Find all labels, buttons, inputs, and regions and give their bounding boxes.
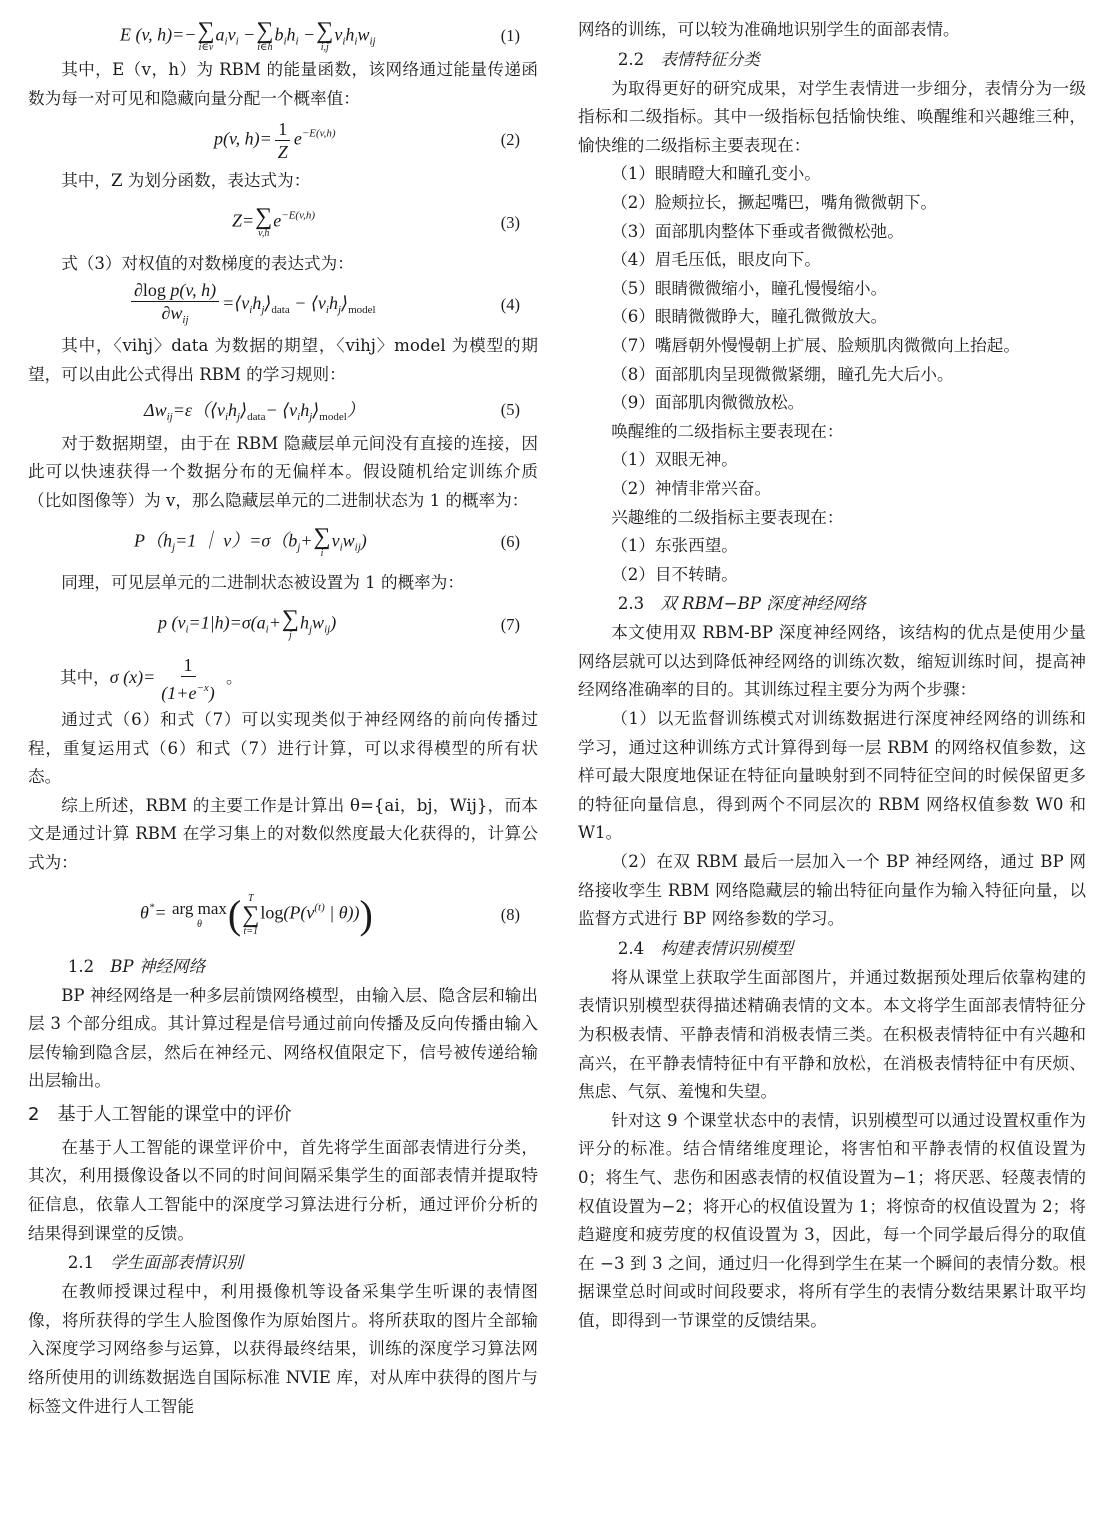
list-item: （1）眼睛瞪大和瞳孔变小。 <box>611 164 821 184</box>
list-item: （2）脸颊拉长，撅起嘴巴，嘴角微微朝下。 <box>611 192 938 212</box>
equation-number: (1) <box>500 26 520 45</box>
paragraph: （1）以无监督训练模式对训练数据进行深度神经网络的训练和学习，通过这种训练方式计算得到每一层 RBM 的网络权值参数，这样可最大限度地保证在特征向量映射到不同特征空间的时候保留更多的特征向量信息，得到两个不同层次的 RBM 网络权值参数 W0 和 W1。 <box>578 709 1086 843</box>
sigmoid-prefix: 其中， <box>60 668 110 688</box>
equation-number: (5) <box>500 399 520 419</box>
equation-4 <box>28 278 538 332</box>
paragraph: 对于数据期望，由于在 RBM 隐藏层单元间没有直接的连接，因此可以快速获得一个数据分布的无偏样本。假设随机给定训练介质（比如图像等）为 v，那么隐藏层单元的二进制状态为 1 的概率为： <box>28 433 538 510</box>
energy-function-formula: E (v, h)=− ∑ i∈v $a_iv_i$ − ∑ i∈h $b_ih_i$ − ∑ i,j $v_ih_iw_{ij}$ <box>120 17 376 53</box>
section-heading-1-2: 1.2 BP 神经网络 <box>67 956 206 976</box>
paragraph: 式（3）对权值的对数梯度的表达式为： <box>61 253 354 273</box>
sigmoid-suffix: 。 <box>226 668 243 688</box>
list-item: （2）目不转睛。 <box>611 564 738 584</box>
paragraph: 其中，Z 为划分函数，表达式为： <box>61 171 311 191</box>
paragraph: 为取得更好的研究成果，对学生表情进一步细分，表情分为一级指标和二级指标。其中一级指标包括愉快维、唤醒维和兴趣维三种，愉快维的二级指标主要表现在： <box>578 78 1086 155</box>
partition-function-formula: Z= ∑ v,h $e^{-E(v,h)}$ <box>232 204 316 240</box>
paragraph: BP 神经网络是一种多层前馈网络模型，由输入层、隐含层和输出层 3 个部分组成。其计算过程是信号通过前向传播及反向传播由输入层传输到隐含层，然后在神经元、网络权值限定下，信号被传递给输出层输出。 <box>28 985 538 1091</box>
equation-number: (2) <box>500 130 520 150</box>
paragraph: 同理，可见层单元的二进制状态被设置为 1 的概率为： <box>61 573 464 593</box>
pleasure-indicator-list <box>578 160 1086 417</box>
paragraph: 兴趣维的二级指标主要表现在： <box>611 507 844 527</box>
list-item: （5）眼睛微微缩小，瞳孔慢慢缩小。 <box>611 278 888 298</box>
left-column <box>28 16 538 1421</box>
section-heading-2-3: 2.3 双 RBM−BP 深度神经网络 <box>617 594 866 614</box>
equation-3 <box>28 196 538 250</box>
list-item: （6）眼睛微微睁大，瞳孔微微放大。 <box>611 307 888 327</box>
paragraph: （2）在双 RBM 最后一层加入一个 BP 神经网络，通过 BP 网络接收孪生 RBM 网络隐藏层的输出特征向量作为输入特征向量，以监督方式进行 BP 网络参数的学习。 <box>578 852 1086 929</box>
arousal-indicator-list <box>578 446 1086 503</box>
sigmoid-definition: 其中，σ (x)= $\frac{1}{(1+e^{-x})}$ 。 <box>60 654 243 703</box>
list-item: （8）面部肌肉呈现微微紧绷，瞳孔先大后小。 <box>611 364 954 384</box>
paragraph: 唤醒维的二级指标主要表现在： <box>611 421 844 441</box>
paragraph: 其中，E（v，h）为 RBM 的能量函数，该网络通过能量传递函数为每一对可见和隐藏向量分配一个概率值： <box>28 60 538 108</box>
section-heading-2: 2 基于人工智能的课堂中的评价 <box>28 1103 292 1125</box>
learning-rule-formula: $\Delta w_{ij}=\varepsilon(⟨v_ih_j⟩_{data}-$ $⟨v_ih_j⟩_{model}$） <box>144 400 365 424</box>
probability-formula: p(v, h)= $\frac{1}{Z}$ $e^{-E(v,h)}$ <box>214 118 336 162</box>
paragraph: 针对这 9 个课堂状态中的表情，识别模型可以通过设置权重作为评分的标准。结合情绪维度理论，将害怕和平静表情的权值设置为0；将生气、悲伤和困惑表情的权值设置为−1；将厌恶、轻蔑表情的权值设置为−2；将开心的权值设置为 1；将惊奇的权值设置为 2；将趋避度和疲劳度的权值设置为 3，因此，每一个同学最后得分的取值在 −3 到 3 之间，通过归一化得到学生在某一个瞬间的表情分数。根据课堂总时间或时间段要求，将所有学生的表情分数结果累计取平均值，即得到一节课堂的反馈结果。 <box>578 1110 1086 1330</box>
right-column <box>578 16 1086 1336</box>
equation-8 <box>28 878 538 952</box>
section-heading-2-4: 2.4 构建表情识别模型 <box>617 938 793 958</box>
paragraph: 网络的训练，可以较为准确地识别学生的面部表情。 <box>578 20 960 39</box>
equation-6 <box>28 515 538 569</box>
paragraph: 本文使用双 RBM-BP 深度神经网络，该结构的优点是使用少量网络层就可以达到降低神经网络的训练次数，缩短训练时间，提高神经网络准确率的目的。其训练过程主要分为两个步骤： <box>578 623 1086 700</box>
paragraph: 在教师授课过程中，利用摄像机等设备采集学生听课的表情图像，将所获得的学生人脸图像作为原始图片。将所获取的图片全部输入深度学习网络参与运算，以获得最终结果，训练的深度学习算法网络所使用的训练数据选自国际标准 NVIE 库，对从库中获得的图片与标签文件进行人工智能 <box>28 1282 538 1416</box>
equation-number: (7) <box>500 614 520 634</box>
equation-7 <box>28 598 538 652</box>
list-item: （2）神情非常兴奋。 <box>611 478 772 498</box>
equation-5 <box>28 390 538 430</box>
equation-number: (4) <box>500 295 520 315</box>
log-gradient-formula: $\frac{\text{∂log p(v, h)}}{\partial w_{ij}}$ $=⟨v_ih_j⟩_{data}$ − $⟨v_ih_j⟩_{model}$ <box>128 279 376 331</box>
equation-2 <box>28 113 538 167</box>
list-item: （3）面部肌肉整体下垂或者微微松弛。 <box>611 221 904 241</box>
equation-number: (3) <box>500 212 520 232</box>
max-likelihood-formula: θ*= arg max θ ( T ∑ t=1 $\log(P(v^{(t)}$ | θ))) <box>140 892 373 937</box>
list-item: （9）面部肌肉微微放松。 <box>611 393 805 413</box>
equation-1 <box>28 16 538 56</box>
equation-number: (6) <box>500 532 520 552</box>
list-item: （1）双眼无神。 <box>611 450 738 470</box>
list-item: （4）眉毛压低，眼皮向下。 <box>611 250 821 270</box>
list-item: （1）东张西望。 <box>611 536 738 556</box>
interest-indicator-list <box>578 532 1086 589</box>
section-heading-2-1: 2.1 学生面部表情识别 <box>67 1253 243 1273</box>
paragraph: 其中，〈vihj〉data 为数据的期望，〈vihj〉model 为模型的期望，可以由此公式得出 RBM 的学习规则： <box>28 336 538 384</box>
paragraph: 综上所述，RBM 的主要工作是计算出 θ={ai，bj，Wij}，而本文是通过计算 RBM 在学习集上的对数似然度最大化获得的，计算公式为： <box>28 795 538 872</box>
visible-probability-formula: p $(v_i=1|h)=\sigma(a_i+$ ∑ j $h_jw_{ij}$) <box>158 606 337 642</box>
paragraph: 在基于人工智能的课堂评价中，首先将学生面部表情进行分类，其次，利用摄像设备以不同的时间间隔采集学生的面部表情并提取特征信息，依靠人工智能中的深度学习算法进行分析，通过评价分析的结果得到课堂的反馈。 <box>28 1137 538 1243</box>
paragraph: 通过式（6）和式（7）可以实现类似于神经网络的前向传播过程，重复运用式（6）和式（7）进行计算，可以求得模型的所有状态。 <box>28 709 538 787</box>
hidden-probability-formula: $P(h_j=1$ ｜ $v)=\sigma(b_j+$ ∑ i $v_iw_{ij}$) <box>134 523 367 559</box>
paragraph: 将从课堂上获取学生面部图片，并通过数据预处理后依靠构建的表情识别模型获得描述精确表情的文本。本文将学生面部表情特征分为积极表情、平静表情和消极表情三类。在积极表情特征中有兴趣和高兴，在平静表情特征中有平静和放松，在消极表情特征中有厌烦、焦虑、气氛、羞愧和失望。 <box>578 967 1086 1102</box>
list-item: （7）嘴唇朝外慢慢朝上扩展、脸颊肌肉微微向上抬起。 <box>611 335 1020 355</box>
equation-number: (8) <box>500 904 520 924</box>
section-heading-2-2: 2.2 表情特征分类 <box>617 49 760 69</box>
